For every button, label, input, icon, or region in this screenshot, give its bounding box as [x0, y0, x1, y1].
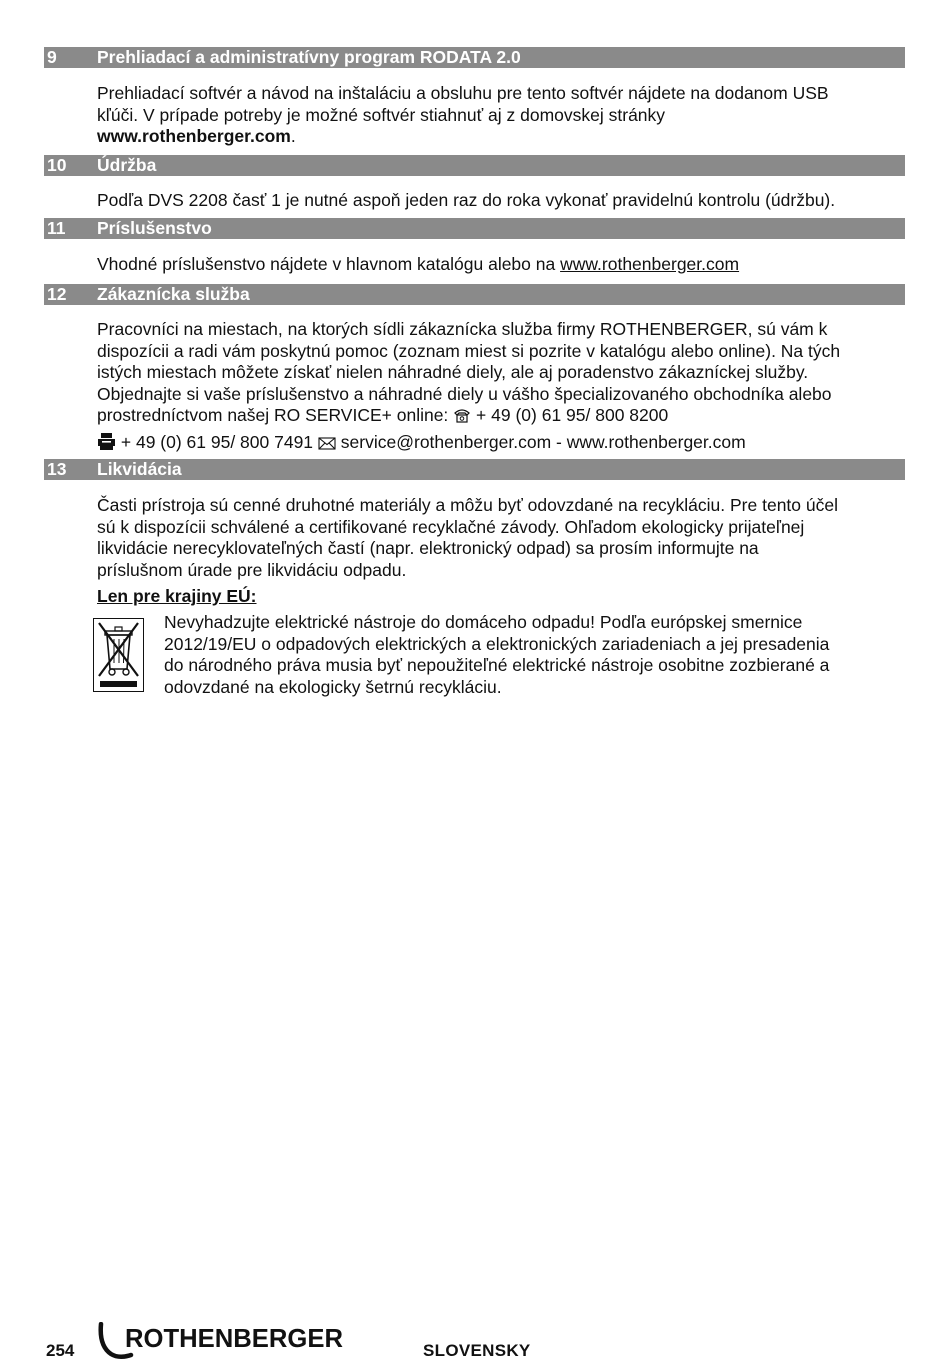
- crossed-out-wheelie-bin-icon: [93, 618, 144, 692]
- paragraph-line: likvidácie nerecyklovateľných častí (napr. elektronický odpad) sa prosím informujte na: [97, 538, 759, 559]
- section-number: 11: [47, 218, 66, 238]
- paragraph-line: kľúči. V prípade potreby je možné softvér stiahnuť aj z domovskej stránky: [97, 104, 666, 125]
- eu-disposal-text: [164, 612, 905, 698]
- paragraph-line: do národného práva musia byť nepoužiteľné elektrické nástroje osobitne zozbierané a: [164, 655, 830, 676]
- punctuation: .: [290, 126, 296, 147]
- paragraph-line: [97, 432, 905, 456]
- fax-number: + 49 (0) 61 95/ 800 7491: [120, 431, 314, 452]
- page-number: 254: [46, 1341, 75, 1360]
- paragraph-line: [97, 126, 905, 148]
- phone-number: + 49 (0) 61 95/ 800 8200: [476, 405, 669, 426]
- section-header-9: [44, 47, 905, 68]
- paragraph-line: príslušnom úrade pre likvidáciu odpadu.: [97, 559, 407, 580]
- section-11-body: [97, 254, 905, 276]
- fax-icon: [97, 433, 116, 456]
- telephone-icon: [453, 407, 471, 429]
- section-number: 12: [47, 284, 67, 304]
- paragraph-line: odovzdané na ekologicky šetrnú recykláciu.: [164, 676, 502, 697]
- section-9-body: [97, 83, 905, 148]
- section-header-13: [44, 459, 905, 480]
- paragraph-line: Pracovníci na miestach, na ktorých sídli zákaznícka služba firmy ROTHENBERGER, sú vám k: [97, 319, 828, 339]
- section-header-12: [44, 284, 905, 305]
- language-label: SLOVENSKY: [423, 1341, 531, 1360]
- section-number: 9: [47, 47, 57, 67]
- section-12-body: [97, 319, 905, 456]
- paragraph-line: dispozícii a radi vám poskytnú pomoc (zoznam miest si pozrite v katalógu alebo online). Na tých: [97, 340, 841, 361]
- envelope-icon: [318, 434, 336, 456]
- paragraph-line: istých miestach môžete získať nielen náhradné diely, ale aj poradenstvo zákazníckej služby.: [97, 362, 809, 383]
- rothenberger-logo: [97, 1322, 347, 1360]
- section-title: Prehliadací a administratívny program RODATA 2.0: [97, 47, 521, 67]
- paragraph-line: Objednajte si vaše príslušenstvo a náhradné diely u vášho špecializovaného obchodníka alebo: [97, 383, 832, 404]
- section-title: Údržba: [97, 155, 157, 175]
- section-number: 10: [47, 155, 67, 175]
- paragraph-line: Prehliadací softvér a návod na inštaláciu a obsluhu pre tento softvér nájdete na dodanom USB: [97, 83, 829, 103]
- paragraph-line: [97, 405, 905, 429]
- section-10-body: [97, 190, 905, 212]
- section-header-10: [44, 155, 905, 176]
- section-title: Príslušenstvo: [97, 218, 212, 238]
- paragraph-line: Podľa DVS 2208 časť 1 je nutné aspoň jeden raz do roka vykonať pravidelnú kontrolu (údržbu).: [97, 190, 836, 210]
- separator: -: [551, 431, 567, 452]
- section-13-body: [97, 495, 905, 581]
- section-title: Zákaznícka služba: [97, 284, 250, 304]
- paragraph-line: Časti prístroja sú cenné druhotné materiály a môžu byť odovzdané na recykláciu. Pre tento účel: [97, 495, 838, 515]
- eu-heading: Len pre krajiny EÚ:: [97, 586, 257, 606]
- section-header-11: [44, 218, 905, 239]
- catalog-link[interactable]: www.rothenberger.com: [560, 254, 740, 274]
- paragraph-line: sú k dispozícii schválené a certifikované recyklačné závody. Ohľadom ekologicky prijateľnej: [97, 516, 805, 537]
- section-title: Likvidácia: [97, 459, 182, 479]
- paragraph-text: prostredníctvom našej RO SERVICE+ online:: [97, 405, 454, 426]
- paragraph-line: Nevyhadzujte elektrické nástroje do domáceho odpadu! Podľa európskej smernice: [164, 612, 803, 632]
- section-number: 13: [47, 459, 67, 479]
- paragraph-line: 2012/19/EU o odpadových elektrických a elektronických zariadeniach a jej presadenia: [164, 633, 830, 654]
- paragraph-line: [97, 254, 905, 276]
- homepage-link[interactable]: www.rothenberger.com: [97, 126, 291, 147]
- email-link[interactable]: service@rothenberger.com: [340, 431, 552, 452]
- website-link[interactable]: www.rothenberger.com: [566, 431, 746, 452]
- paragraph-text: Vhodné príslušenstvo nájdete v hlavnom katalógu alebo na: [97, 254, 561, 274]
- brand-text: ROTHENBERGER: [125, 1323, 344, 1353]
